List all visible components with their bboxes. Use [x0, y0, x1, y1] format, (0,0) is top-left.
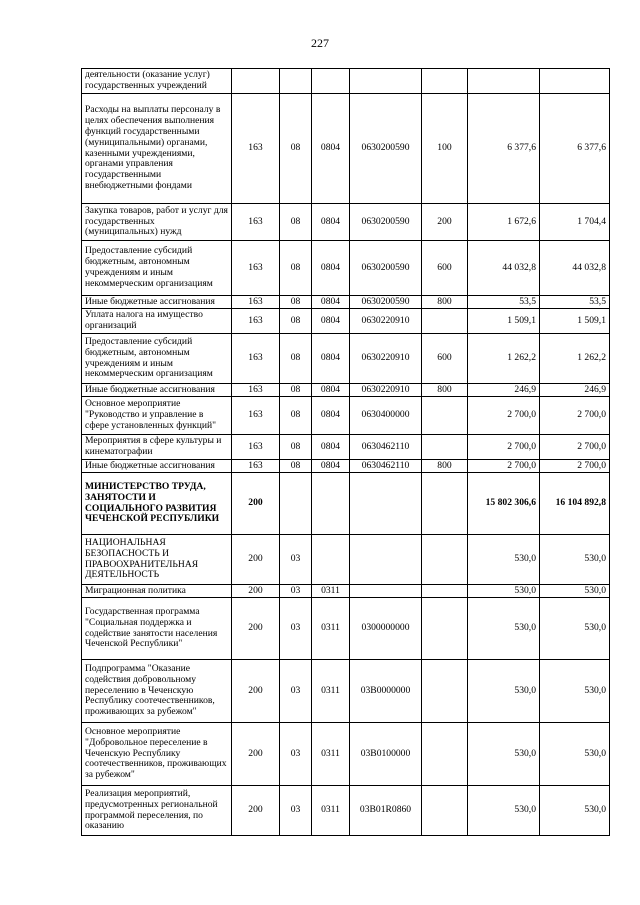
cell-ved: 163: [232, 94, 280, 204]
cell-name: МИНИСТЕРСТВО ТРУДА, ЗАНЯТОСТИ И СОЦИАЛЬНОГО РАЗВИТИЯ ЧЕЧЕНСКОЙ РЕСПУБЛИКИ: [82, 473, 232, 535]
cell-csr: 0630200590: [350, 94, 422, 204]
table-row: [82, 786, 610, 836]
cell-name: Закупка товаров, работ и услуг для государственных (муниципальных) нужд: [82, 204, 232, 241]
cell-rz: 03: [280, 660, 312, 723]
cell-vr: [422, 397, 468, 435]
cell-name: Предоставление субсидий бюджетным, автономным учреждениям и иным некоммерческим организациям: [82, 334, 232, 384]
cell-sum-2020: 2 700,0: [540, 397, 610, 435]
cell-sum-2020: 1 509,1: [540, 309, 610, 334]
cell-name: Подпрограмма "Оказание содействия добровольному переселению в Чеченскую Республику соотечественников, проживающих за рубежом": [82, 660, 232, 723]
cell-vr: 200: [422, 204, 468, 241]
table-row: [82, 460, 610, 473]
cell-vr: 600: [422, 241, 468, 296]
cell-name: деятельности (оказание услуг) государственных учреждений: [82, 69, 232, 94]
cell-vr: [422, 535, 468, 585]
cell-ved: 200: [232, 660, 280, 723]
cell-sum-2019: 44 032,8: [468, 241, 540, 296]
cell-rz: 08: [280, 334, 312, 384]
cell-pr: 0804: [312, 296, 350, 309]
cell-rz: 03: [280, 786, 312, 836]
cell-csr: 0300000000: [350, 598, 422, 660]
cell-pr: 0311: [312, 723, 350, 786]
cell-rz: 08: [280, 397, 312, 435]
cell-sum-2019: 6 377,6: [468, 94, 540, 204]
cell-vr: [422, 309, 468, 334]
table-row: [82, 397, 610, 435]
table-row: [82, 660, 610, 723]
cell-pr: 0804: [312, 435, 350, 460]
cell-pr: 0804: [312, 397, 350, 435]
cell-name: Уплата налога на имущество организаций: [82, 309, 232, 334]
cell-rz: 03: [280, 535, 312, 585]
cell-rz: 08: [280, 204, 312, 241]
page-number: 227: [311, 36, 329, 50]
cell-sum-2019: 530,0: [468, 535, 540, 585]
cell-pr: 0311: [312, 598, 350, 660]
cell-pr: 0804: [312, 309, 350, 334]
cell-vr: [422, 69, 468, 94]
cell-rz: 08: [280, 241, 312, 296]
cell-vr: [422, 473, 468, 535]
cell-sum-2019: 530,0: [468, 585, 540, 598]
cell-ved: 163: [232, 435, 280, 460]
cell-rz: 08: [280, 94, 312, 204]
cell-sum-2020: [540, 69, 610, 94]
cell-csr: 03В0100000: [350, 723, 422, 786]
cell-rz: 08: [280, 384, 312, 397]
cell-sum-2019: 530,0: [468, 660, 540, 723]
cell-name: Расходы на выплаты персоналу в целях обеспечения выполнения функций государственными (муниципальными) органами, казенными учреждениями, органами управления государственными внебюджетными фондами: [82, 94, 232, 204]
cell-name: Иные бюджетные ассигнования: [82, 384, 232, 397]
cell-sum-2020: 44 032,8: [540, 241, 610, 296]
table-row: [82, 334, 610, 384]
table-row: [82, 435, 610, 460]
cell-csr: [350, 535, 422, 585]
cell-csr: 0630462110: [350, 460, 422, 473]
cell-sum-2019: 1 672,6: [468, 204, 540, 241]
cell-pr: 0804: [312, 334, 350, 384]
cell-sum-2020: 530,0: [540, 535, 610, 585]
cell-name: НАЦИОНАЛЬНАЯ БЕЗОПАСНОСТЬ И ПРАВООХРАНИТЕЛЬНАЯ ДЕЯТЕЛЬНОСТЬ: [82, 535, 232, 585]
cell-csr: 03В01R0860: [350, 786, 422, 836]
cell-vr: [422, 723, 468, 786]
cell-rz: 03: [280, 598, 312, 660]
cell-sum-2020: 246,9: [540, 384, 610, 397]
cell-sum-2019: 1 509,1: [468, 309, 540, 334]
cell-rz: 03: [280, 723, 312, 786]
table-row: [82, 94, 610, 204]
cell-sum-2020: 530,0: [540, 598, 610, 660]
cell-pr: 0311: [312, 660, 350, 723]
cell-rz: 08: [280, 296, 312, 309]
cell-sum-2020: 16 104 892,8: [540, 473, 610, 535]
cell-vr: [422, 585, 468, 598]
cell-vr: 800: [422, 384, 468, 397]
cell-name: Миграционная политика: [82, 585, 232, 598]
cell-ved: 200: [232, 723, 280, 786]
cell-pr: 0804: [312, 241, 350, 296]
cell-sum-2020: 2 700,0: [540, 435, 610, 460]
cell-sum-2020: 530,0: [540, 786, 610, 836]
table-row: [82, 723, 610, 786]
cell-sum-2020: 1 262,2: [540, 334, 610, 384]
cell-sum-2019: 53,5: [468, 296, 540, 309]
table-row: [82, 309, 610, 334]
cell-ved: 163: [232, 397, 280, 435]
table-row: [82, 384, 610, 397]
cell-pr: [312, 69, 350, 94]
cell-csr: 0630200590: [350, 296, 422, 309]
cell-sum-2019: [468, 69, 540, 94]
cell-sum-2019: 2 700,0: [468, 435, 540, 460]
cell-pr: 0804: [312, 460, 350, 473]
cell-csr: 0630220910: [350, 384, 422, 397]
cell-name: Реализация мероприятий, предусмотренных региональной программой переселения, по оказанию: [82, 786, 232, 836]
cell-csr: [350, 585, 422, 598]
cell-sum-2019: 530,0: [468, 598, 540, 660]
cell-vr: [422, 435, 468, 460]
cell-vr: [422, 598, 468, 660]
cell-ved: 163: [232, 296, 280, 309]
cell-sum-2019: 1 262,2: [468, 334, 540, 384]
cell-rz: 08: [280, 460, 312, 473]
cell-vr: [422, 660, 468, 723]
cell-csr: 03В0000000: [350, 660, 422, 723]
cell-sum-2019: 2 700,0: [468, 460, 540, 473]
cell-sum-2020: 530,0: [540, 585, 610, 598]
table-row: [82, 535, 610, 585]
cell-pr: 0311: [312, 786, 350, 836]
cell-ved: 200: [232, 535, 280, 585]
cell-rz: 08: [280, 435, 312, 460]
cell-sum-2020: 6 377,6: [540, 94, 610, 204]
table-row: [82, 296, 610, 309]
table-row: [82, 585, 610, 598]
cell-sum-2020: 530,0: [540, 723, 610, 786]
cell-sum-2020: 1 704,4: [540, 204, 610, 241]
cell-sum-2020: 2 700,0: [540, 460, 610, 473]
cell-pr: [312, 473, 350, 535]
cell-pr: 0804: [312, 94, 350, 204]
cell-ved: 163: [232, 334, 280, 384]
table-row: [82, 241, 610, 296]
cell-sum-2020: 53,5: [540, 296, 610, 309]
cell-name: Иные бюджетные ассигнования: [82, 296, 232, 309]
cell-sum-2019: 2 700,0: [468, 397, 540, 435]
cell-rz: 03: [280, 585, 312, 598]
cell-vr: 800: [422, 296, 468, 309]
table-row: [82, 473, 610, 535]
cell-ved: 163: [232, 460, 280, 473]
cell-ved: 163: [232, 204, 280, 241]
cell-vr: 800: [422, 460, 468, 473]
cell-sum-2019: 246,9: [468, 384, 540, 397]
cell-sum-2019: 530,0: [468, 723, 540, 786]
cell-csr: [350, 473, 422, 535]
cell-ved: [232, 69, 280, 94]
cell-sum-2019: 530,0: [468, 786, 540, 836]
cell-rz: 08: [280, 309, 312, 334]
cell-rz: [280, 69, 312, 94]
cell-csr: 0630462110: [350, 435, 422, 460]
cell-csr: 0630220910: [350, 334, 422, 384]
cell-name: Основное мероприятие "Руководство и управление в сфере установленных функций": [82, 397, 232, 435]
cell-name: Иные бюджетные ассигнования: [82, 460, 232, 473]
cell-ved: 163: [232, 309, 280, 334]
table-row: [82, 598, 610, 660]
cell-csr: [350, 69, 422, 94]
cell-ved: 200: [232, 786, 280, 836]
cell-csr: 0630200590: [350, 204, 422, 241]
budget-table: [81, 68, 610, 836]
cell-name: Основное мероприятие "Добровольное переселение в Чеченскую Республику соотечественников, проживающих за рубежом": [82, 723, 232, 786]
cell-csr: 0630200590: [350, 241, 422, 296]
cell-csr: 0630400000: [350, 397, 422, 435]
cell-sum-2019: 15 802 306,6: [468, 473, 540, 535]
table-row: [82, 204, 610, 241]
table-row: [82, 69, 610, 94]
cell-vr: 600: [422, 334, 468, 384]
cell-sum-2020: 530,0: [540, 660, 610, 723]
cell-name: Государственная программа "Социальная поддержка и содействие занятости населения Чеченской Республики": [82, 598, 232, 660]
cell-name: Мероприятия в сфере культуры и кинематографии: [82, 435, 232, 460]
cell-ved: 200: [232, 473, 280, 535]
cell-vr: [422, 786, 468, 836]
cell-ved: 200: [232, 585, 280, 598]
cell-ved: 163: [232, 241, 280, 296]
cell-vr: 100: [422, 94, 468, 204]
cell-name: Предоставление субсидий бюджетным, автономным учреждениям и иным некоммерческим организациям: [82, 241, 232, 296]
cell-csr: 0630220910: [350, 309, 422, 334]
cell-pr: 0804: [312, 384, 350, 397]
cell-pr: 0311: [312, 585, 350, 598]
cell-pr: 0804: [312, 204, 350, 241]
cell-ved: 163: [232, 384, 280, 397]
cell-pr: [312, 535, 350, 585]
cell-ved: 200: [232, 598, 280, 660]
cell-rz: [280, 473, 312, 535]
